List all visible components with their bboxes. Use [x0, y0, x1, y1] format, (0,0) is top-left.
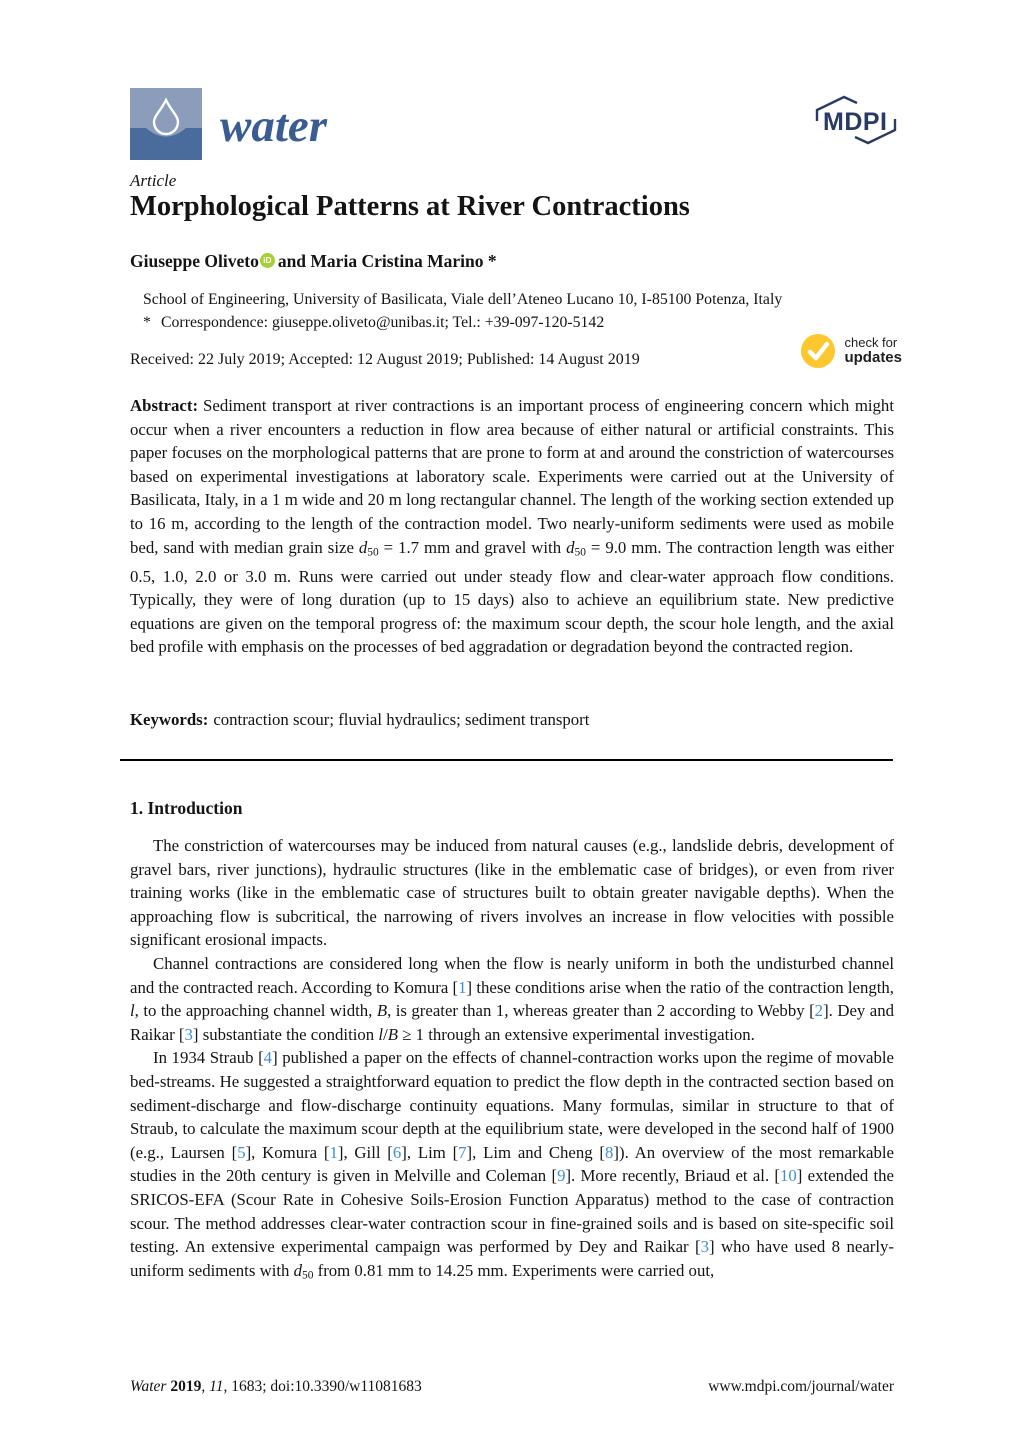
- paragraph: Channel contractions are considered long when the flow is nearly uniform in both the undisturbed channel and the contracted reach. According to Komura [1] these conditions arise when the ratio of the contraction length, l, to the approaching channel width, B, is greater than 1, whereas greater than 2 according to Webby [2]. Dey and Raikar [3] substantiate the condition l/B ≥ 1 through an extensive experimental investigation.: [130, 953, 895, 1044]
- keywords: [130, 710, 894, 730]
- mdpi-wordmark: MDPI: [823, 108, 888, 136]
- paragraph: In 1934 Straub [4] published a paper on the effects of channel-contraction works upon the regime of movable bed-streams. He suggested a straightforward equation to predict the flow depth in the contracted section based on sediment-discharge and flow-discharge continuity equations. Many formulas, similar in structure to that of Straub, to calculate the maximum scour depth at the equilibrium state, were developed in the second half of 1900 (e.g., Laursen [5], Komura [1], Gill [6], Lim [7], Lim and Cheng [8]). An overview of the most remarkable studies in the 20th century is given in Melville and Coleman [9]. More recently, Briaud et al. [10] extended the SRICOS-EFA (Scour Rate in Cohesive Soils-Erosion Function Apparatus) method to the case of contraction scour. The method addresses clear-water contraction scour in fine-grained soils and is based on site-specific soil testing. An extensive experimental campaign was performed by Dey and Raikar [3] who have used 8 nearly-uniform sediments with d50 from 0.81 mm to 14.25 mm. Experiments were carried out,: [130, 1048, 895, 1282]
- citation-ref[interactable]: 10: [780, 1166, 797, 1186]
- abstract-label: Abstract:: [130, 396, 199, 415]
- mdpi-logo[interactable]: [812, 94, 900, 151]
- keywords-label: Keywords:: [130, 710, 209, 729]
- badge-line1: check for: [844, 334, 898, 350]
- page-footer: [130, 1378, 894, 1396]
- section-divider: [120, 759, 893, 761]
- section-heading: 1. Introduction: [130, 798, 243, 818]
- keywords-text: contraction scour; fluvial hydraulics; sediment transport: [213, 710, 590, 729]
- citation-ref[interactable]: 9: [557, 1166, 566, 1186]
- journal-name: water: [220, 100, 328, 152]
- page-title: Morphological Patterns at River Contractions: [130, 191, 690, 222]
- water-logo-icon[interactable]: [130, 88, 202, 165]
- citation-info: Water 2019, 11, 1683; doi:10.3390/w11081683: [130, 1378, 422, 1395]
- affiliation-block: [143, 288, 903, 335]
- abstract-text: Sediment transport at river contractions is an important process of engineering concern which might occur when a river encounters a reduction in flow area because of either natural or artificial constraints. This paper focuses on the morphological patterns that are prone to form at and around the constriction of watercourses based on experimental investigations at laboratory scale. Experiments were carried out at the University of Basilicata, Italy, in a 1 m wide and 20 m long rectangular channel. The length of the working section extended up to 16 m, according to the length of the contraction model. Two nearly-uniform sediments were used as mobile bed, sand with median grain size d50 = 1.7 mm and gravel with d50 = 9.0 mm. The contraction length was either 0.5, 1.0, 2.0 or 3.0 m. Runs were carried out under steady flow and clear-water approach flow conditions. Typically, they were of long duration (up to 15 days) also to achieve an equilibrium state. New predictive equations are given on the temporal progress of: the maximum scour depth, the scour hole length, and the axial bed profile with emphasis on the processes of bed aggradation or degradation beyond the contracted region.: [130, 396, 894, 657]
- citation-ref[interactable]: 1: [458, 977, 467, 997]
- affiliation: School of Engineering, University of Basilicata, Viale dell’Ateneo Lucano 10, I-85100 Potenza, Italy: [143, 291, 783, 308]
- author-name: and Maria Cristina Marino *: [277, 251, 497, 271]
- journal-masthead: [130, 88, 327, 165]
- citation-ref[interactable]: 3: [184, 1024, 193, 1044]
- check-updates-badge[interactable]: [800, 333, 902, 369]
- author-name: Giuseppe Oliveto: [130, 251, 259, 271]
- citation-ref[interactable]: 5: [237, 1142, 246, 1162]
- citation-ref[interactable]: 8: [605, 1142, 614, 1162]
- abstract: [130, 394, 894, 659]
- citation-ref[interactable]: 7: [458, 1142, 467, 1162]
- orcid-icon[interactable]: iD: [260, 253, 275, 268]
- citation-ref[interactable]: 3: [700, 1237, 710, 1257]
- dates-line: Received: 22 July 2019; Accepted: 12 August 2019; Published: 14 August 2019: [130, 351, 640, 368]
- citation-ref[interactable]: 6: [392, 1142, 402, 1162]
- citation-ref[interactable]: 2: [814, 1001, 824, 1021]
- paragraph: The constriction of watercourses may be induced from natural causes (e.g., landslide debris, development of gravel bars, river junctions), hydraulic structures (like in the emblematic case of bridges), or even from river training works (like in the emblematic case of structures built to obtain greater navigable depths). When the approaching flow is subcritical, the narrowing of rivers involves an increase in flow velocities with possible significant erosional impacts.: [130, 836, 894, 950]
- citation-ref[interactable]: 4: [263, 1048, 273, 1068]
- correspondence-line: [143, 311, 903, 334]
- checkmark-icon: [800, 333, 836, 369]
- authors-line: [130, 251, 497, 272]
- article-type: Article: [130, 171, 177, 190]
- introduction-body: [130, 834, 894, 1288]
- badge-line2: updates: [844, 348, 902, 366]
- journal-url[interactable]: www.mdpi.com/journal/water: [708, 1378, 894, 1395]
- correspondence-text: Correspondence: giuseppe.oliveto@unibas.it; Tel.: +39-097-120-5142: [161, 314, 605, 332]
- correspondence-marker: *: [143, 314, 151, 332]
- citation-ref[interactable]: 1: [329, 1142, 338, 1162]
